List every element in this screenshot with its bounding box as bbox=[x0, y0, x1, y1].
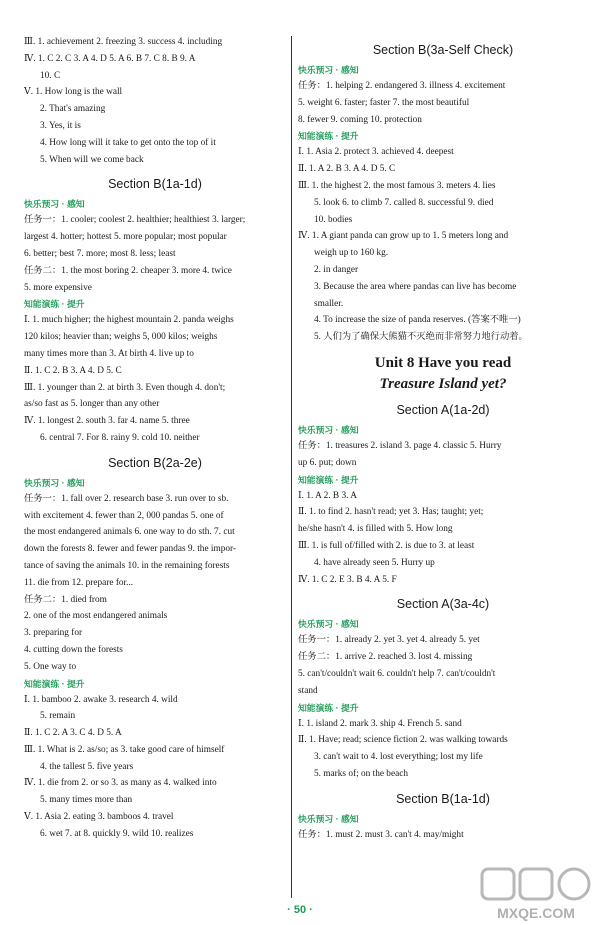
answer-line: 任务一：1. cooler; coolest 2. healthier; healthiest 3. larger; bbox=[24, 215, 246, 226]
answer-line: Ⅰ. 1. much higher; the highest mountain 2. panda weighs bbox=[24, 315, 234, 326]
section-heading: Section B(1a-1d) bbox=[108, 177, 202, 192]
answer-line: Ⅰ. 1. bamboo 2. awake 3. research 4. wild bbox=[24, 694, 178, 705]
section-heading: Section A(1a-2d) bbox=[396, 402, 490, 417]
unit-subtitle: Treasure Island yet? bbox=[379, 375, 507, 392]
answer-line: Ⅴ. 1. How long is the wall bbox=[24, 87, 123, 98]
answer-line-indented: 6. wet 7. at 8. quickly 9. wild 10. realizes bbox=[40, 828, 194, 839]
answer-line: Ⅱ. 1. Have; read; science fiction 2. was walking towards bbox=[298, 735, 508, 746]
answer-line: Ⅰ. 1. A 2. B 3. A bbox=[298, 490, 357, 501]
subsection-label: 知能演练 · 提升 bbox=[298, 474, 359, 485]
right-column bbox=[298, 34, 588, 844]
answer-line-indented: 5. remain bbox=[40, 711, 76, 722]
column-divider bbox=[291, 36, 292, 898]
answer-line: Ⅲ. 1. younger than 2. at birth 3. Even though 4. don't; bbox=[24, 382, 226, 393]
answer-line-indented: 3. Because the area where pandas can live has become bbox=[314, 281, 517, 292]
section-heading: Section B(2a-2e) bbox=[108, 455, 202, 470]
answer-line-indented: 4. How long will it take to get onto the top of it bbox=[40, 137, 216, 148]
answer-line-indented: 4. To increase the size of panda reserves. (答案不唯一) bbox=[314, 315, 521, 326]
answer-line-indented: 3. can't wait to 4. lost everything; lost my life bbox=[314, 752, 483, 763]
answer-line: Ⅱ. 1. A 2. B 3. A 4. D 5. C bbox=[298, 164, 396, 175]
answer-line-indented: 2. That's amazing bbox=[40, 104, 106, 115]
answer-line-indented: 5. marks of; on the beach bbox=[314, 768, 408, 779]
page-number: · 50 · bbox=[287, 904, 313, 916]
answer-line: Ⅱ. 1. C 2. B 3. A 4. D 5. C bbox=[24, 365, 122, 376]
answer-line-indented: 5. 人们为了确保大熊猫不灭绝而非常努力地行动着。 bbox=[314, 332, 528, 343]
answer-line-indented: 10. bodies bbox=[314, 214, 353, 225]
answer-line: stand bbox=[298, 685, 318, 696]
answer-line: Ⅳ. 1. A giant panda can grow up to 1. 5 meters long and bbox=[298, 231, 509, 242]
answer-line: many times more than 3. At birth 4. live up to bbox=[24, 348, 194, 359]
answer-line-indented: 4. the tallest 5. five years bbox=[40, 761, 134, 772]
answer-line: Ⅱ. 1. to find 2. hasn't read; yet 3. Has; taught; yet; bbox=[298, 507, 484, 518]
answer-line-indented: 6. central 7. For 8. rainy 9. cold 10. neither bbox=[40, 432, 200, 443]
subsection-label: 快乐预习 · 感知 bbox=[24, 477, 85, 488]
subsection-label: 快乐预习 · 感知 bbox=[24, 199, 85, 210]
answer-line: Ⅲ. 1. the highest 2. the most famous 3. meters 4. lies bbox=[298, 180, 496, 191]
answer-line: 5. weight 6. faster; faster 7. the most beautiful bbox=[298, 97, 470, 108]
answer-line: Ⅰ. 1. island 2. mark 3. ship 4. French 5. sand bbox=[298, 718, 462, 729]
answer-line: Ⅲ. 1. is full of/filled with 2. is due to 3. at least bbox=[298, 540, 475, 551]
answer-line: 5. can't/couldn't wait 6. couldn't help 7. can't/couldn't bbox=[298, 668, 496, 679]
answer-line: the most endangered animals 6. one way to do sth. 7. cut bbox=[24, 527, 235, 538]
answer-line-indented: weigh up to 160 kg. bbox=[314, 248, 389, 259]
answer-line: 8. fewer 9. coming 10. protection bbox=[298, 114, 422, 125]
answer-line-indented: 5. When will we come back bbox=[40, 154, 144, 165]
answer-line: 4. cutting down the forests bbox=[24, 644, 123, 655]
subsection-label: 知能演练 · 提升 bbox=[24, 299, 85, 310]
answer-line: as/so fast as 5. longer than any other bbox=[24, 399, 160, 410]
answer-line: 5. more expensive bbox=[24, 282, 92, 293]
answer-line: Ⅳ. 1. longest 2. south 3. far 4. name 5. three bbox=[24, 416, 190, 427]
subsection-label: 快乐预习 · 感知 bbox=[298, 813, 359, 824]
watermark-text: MXQE.COM bbox=[497, 905, 575, 921]
answer-line-indented: 4. have already seen 5. Hurry up bbox=[314, 557, 435, 568]
answer-line: up 6. put; down bbox=[298, 457, 357, 468]
answer-line: 任务：1. must 2. must 3. can't 4. may/might bbox=[298, 829, 464, 840]
answer-line: 2. one of the most endangered animals bbox=[24, 611, 168, 622]
answer-line: 任务二：1. arrive 2. reached 3. lost 4. missing bbox=[298, 652, 473, 663]
watermark-logo bbox=[476, 865, 596, 923]
section-heading: Section B(3a-Self Check) bbox=[372, 43, 514, 57]
answer-line: Ⅱ. 1. C 2. A 3. C 4. D 5. A bbox=[24, 728, 122, 739]
answer-line-indented: 2. in danger bbox=[314, 264, 359, 275]
answer-line-indented: 5. look 6. to climb 7. called 8. successful 9. died bbox=[314, 197, 494, 208]
answer-line: down the forests 8. fewer and fewer pandas 9. the impor- bbox=[24, 544, 237, 555]
answer-line: Ⅲ. 1. achievement 2. freezing 3. success 4. including bbox=[24, 37, 223, 47]
subsection-label: 快乐预习 · 感知 bbox=[298, 619, 359, 630]
unit-title: Unit 8 Have you read bbox=[374, 354, 512, 371]
answer-line-indented: 5. many times more than bbox=[40, 795, 133, 806]
answer-line: Ⅴ. 1. Asia 2. eating 3. bamboos 4. travel bbox=[24, 812, 174, 823]
answer-line: 任务二：1. died from bbox=[24, 594, 107, 605]
subsection-label: 快乐预习 · 感知 bbox=[298, 424, 359, 435]
answer-line: 3. preparing for bbox=[24, 628, 83, 639]
answer-line: 任务：1. treasures 2. island 3. page 4. classic 5. Hurry bbox=[298, 440, 502, 451]
subsection-label: 知能演练 · 提升 bbox=[298, 702, 359, 713]
answer-line-indented: smaller. bbox=[314, 298, 344, 309]
section-heading: Section A(3a-4c) bbox=[396, 597, 490, 612]
answer-line: 6. better; best 7. more; most 8. less; least bbox=[24, 248, 176, 259]
subsection-label: 快乐预习 · 感知 bbox=[298, 65, 359, 75]
answer-line: Ⅲ. 1. What is 2. as/so; as 3. take good care of himself bbox=[24, 744, 225, 755]
answer-line: Ⅳ. 1. C 2. C 3. A 4. D 5. A 6. B 7. C 8. B 9. A bbox=[24, 53, 196, 64]
subsection-label: 知能演练 · 提升 bbox=[298, 131, 359, 142]
answer-line: 任务二：1. the most boring 2. cheaper 3. more 4. twice bbox=[24, 265, 232, 276]
answer-line: 11. die from 12. prepare for... bbox=[24, 577, 134, 588]
answer-line: Ⅳ. 1. die from 2. or so 3. as many as 4. walked into bbox=[24, 778, 217, 789]
answer-line: Ⅰ. 1. Asia 2. protect 3. achieved 4. deepest bbox=[298, 147, 454, 158]
answer-line: 120 kilos; heavier than; weighs 5, 000 kilos; weighs bbox=[24, 332, 218, 343]
answer-line: with excitement 4. fewer than 2, 000 pandas 5. one of bbox=[24, 510, 224, 521]
answer-line: 任务：1. helping 2. endangered 3. illness 4. excitement bbox=[298, 81, 506, 91]
left-column bbox=[24, 34, 286, 843]
answer-line: largest 4. hotter; hottest 5. more popular; most popular bbox=[24, 232, 227, 243]
answer-line: tance of saving the animals 10. in the remaining forests bbox=[24, 560, 230, 571]
answer-line: 任务一：1. already 2. yet 3. yet 4. already 5. yet bbox=[298, 635, 480, 646]
answer-line: 5. One way to bbox=[24, 661, 77, 672]
subsection-label: 知能演练 · 提升 bbox=[24, 678, 85, 689]
answer-line-indented: 3. Yes, it is bbox=[40, 120, 81, 131]
answer-line-indented: 10. C bbox=[40, 70, 61, 81]
answer-line: he/she hasn't 4. is filled with 5. How long bbox=[298, 524, 453, 535]
answer-line: 任务一：1. fall over 2. research base 3. run over to sb. bbox=[24, 493, 229, 504]
answer-line: Ⅳ. 1. C 2. E 3. B 4. A 5. F bbox=[298, 574, 397, 585]
section-heading: Section B(1a-1d) bbox=[396, 791, 490, 806]
